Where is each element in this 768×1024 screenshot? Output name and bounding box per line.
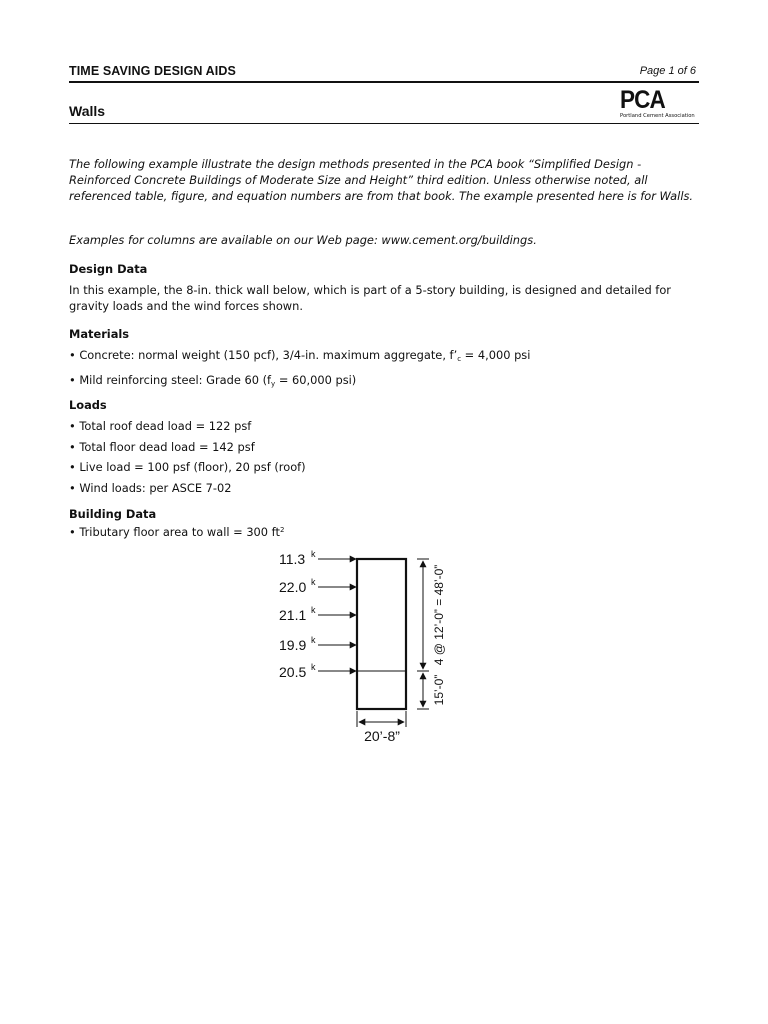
width-label: 20’-8” <box>364 728 400 744</box>
building-data-heading: Building Data <box>69 507 157 521</box>
design-data-paragraph: In this example, the 8-in. thick wall below, which is part of a 5-story building, is designed and detailed for gravity loads and the wind forces shown. <box>69 283 671 313</box>
height-label-lower: 15’-0” <box>432 674 446 706</box>
force-unit: k <box>311 577 316 587</box>
section-title: Walls <box>69 103 106 119</box>
force-unit: k <box>311 549 316 559</box>
force-value: 22.0 <box>279 579 307 595</box>
loads-item: • Wind loads: per ASCE 7-02 <box>69 480 232 495</box>
materials-item-steel: • Mild reinforcing steel: Grade 60 ($f_y = 60,000$ psi) <box>69 372 357 388</box>
force-unit: k <box>311 605 316 615</box>
force-value: 21.1 <box>279 607 307 623</box>
header-rule <box>69 81 699 83</box>
pca-logo-mark: PCA <box>620 86 665 114</box>
document-series-title: TIME SAVING DESIGN AIDS <box>69 64 236 78</box>
web-note: Examples for columns are available on our Web page: www.cement.org/buildings. <box>69 233 537 247</box>
materials-heading: Materials <box>69 327 130 341</box>
force-value: 19.9 <box>279 637 307 653</box>
wall-elevation-diagram <box>260 540 460 750</box>
intro-paragraph: The following example illustrate the design methods presented in the PCA book “Simplified Design - Reinforced Concrete Buildings of Moderate Size and Height” third edition. Unless otherwise noted, all referenced table, figure, and equation numbers are from that book. The example presented here is for Walls. <box>69 157 694 203</box>
materials-item-concrete: • Concrete: normal weight (150 pcf), 3/4-in. maximum aggregate, $f’_c = 4,000$ psi <box>69 348 531 363</box>
building-data-item: • Tributary floor area to wall = 300 $ft^2$ <box>69 525 285 539</box>
loads-item: • Total roof dead load = 122 psf <box>69 419 252 433</box>
force-value: 20.5 <box>279 664 307 680</box>
materials-list <box>69 347 701 396</box>
section-rule <box>69 123 699 124</box>
wall-outline <box>357 559 406 709</box>
force-unit: k <box>311 662 316 672</box>
height-label-upper: 4 @ 12’-0” = 48’-0” <box>432 564 446 666</box>
pca-logo-subtitle: Portland Cement Association <box>620 113 695 119</box>
loads-heading: Loads <box>69 398 107 412</box>
design-data-heading: Design Data <box>69 262 148 276</box>
force-unit: k <box>311 635 316 645</box>
loads-item: • Total floor dead load = 142 psf <box>69 439 255 454</box>
page-number: Page 1 of 6 <box>639 65 696 77</box>
loads-list <box>69 418 701 500</box>
loads-item: • Live load = 100 psf (floor), 20 psf (roof) <box>69 460 306 474</box>
pca-logo <box>620 88 702 119</box>
force-value: 11.3 <box>279 551 306 567</box>
